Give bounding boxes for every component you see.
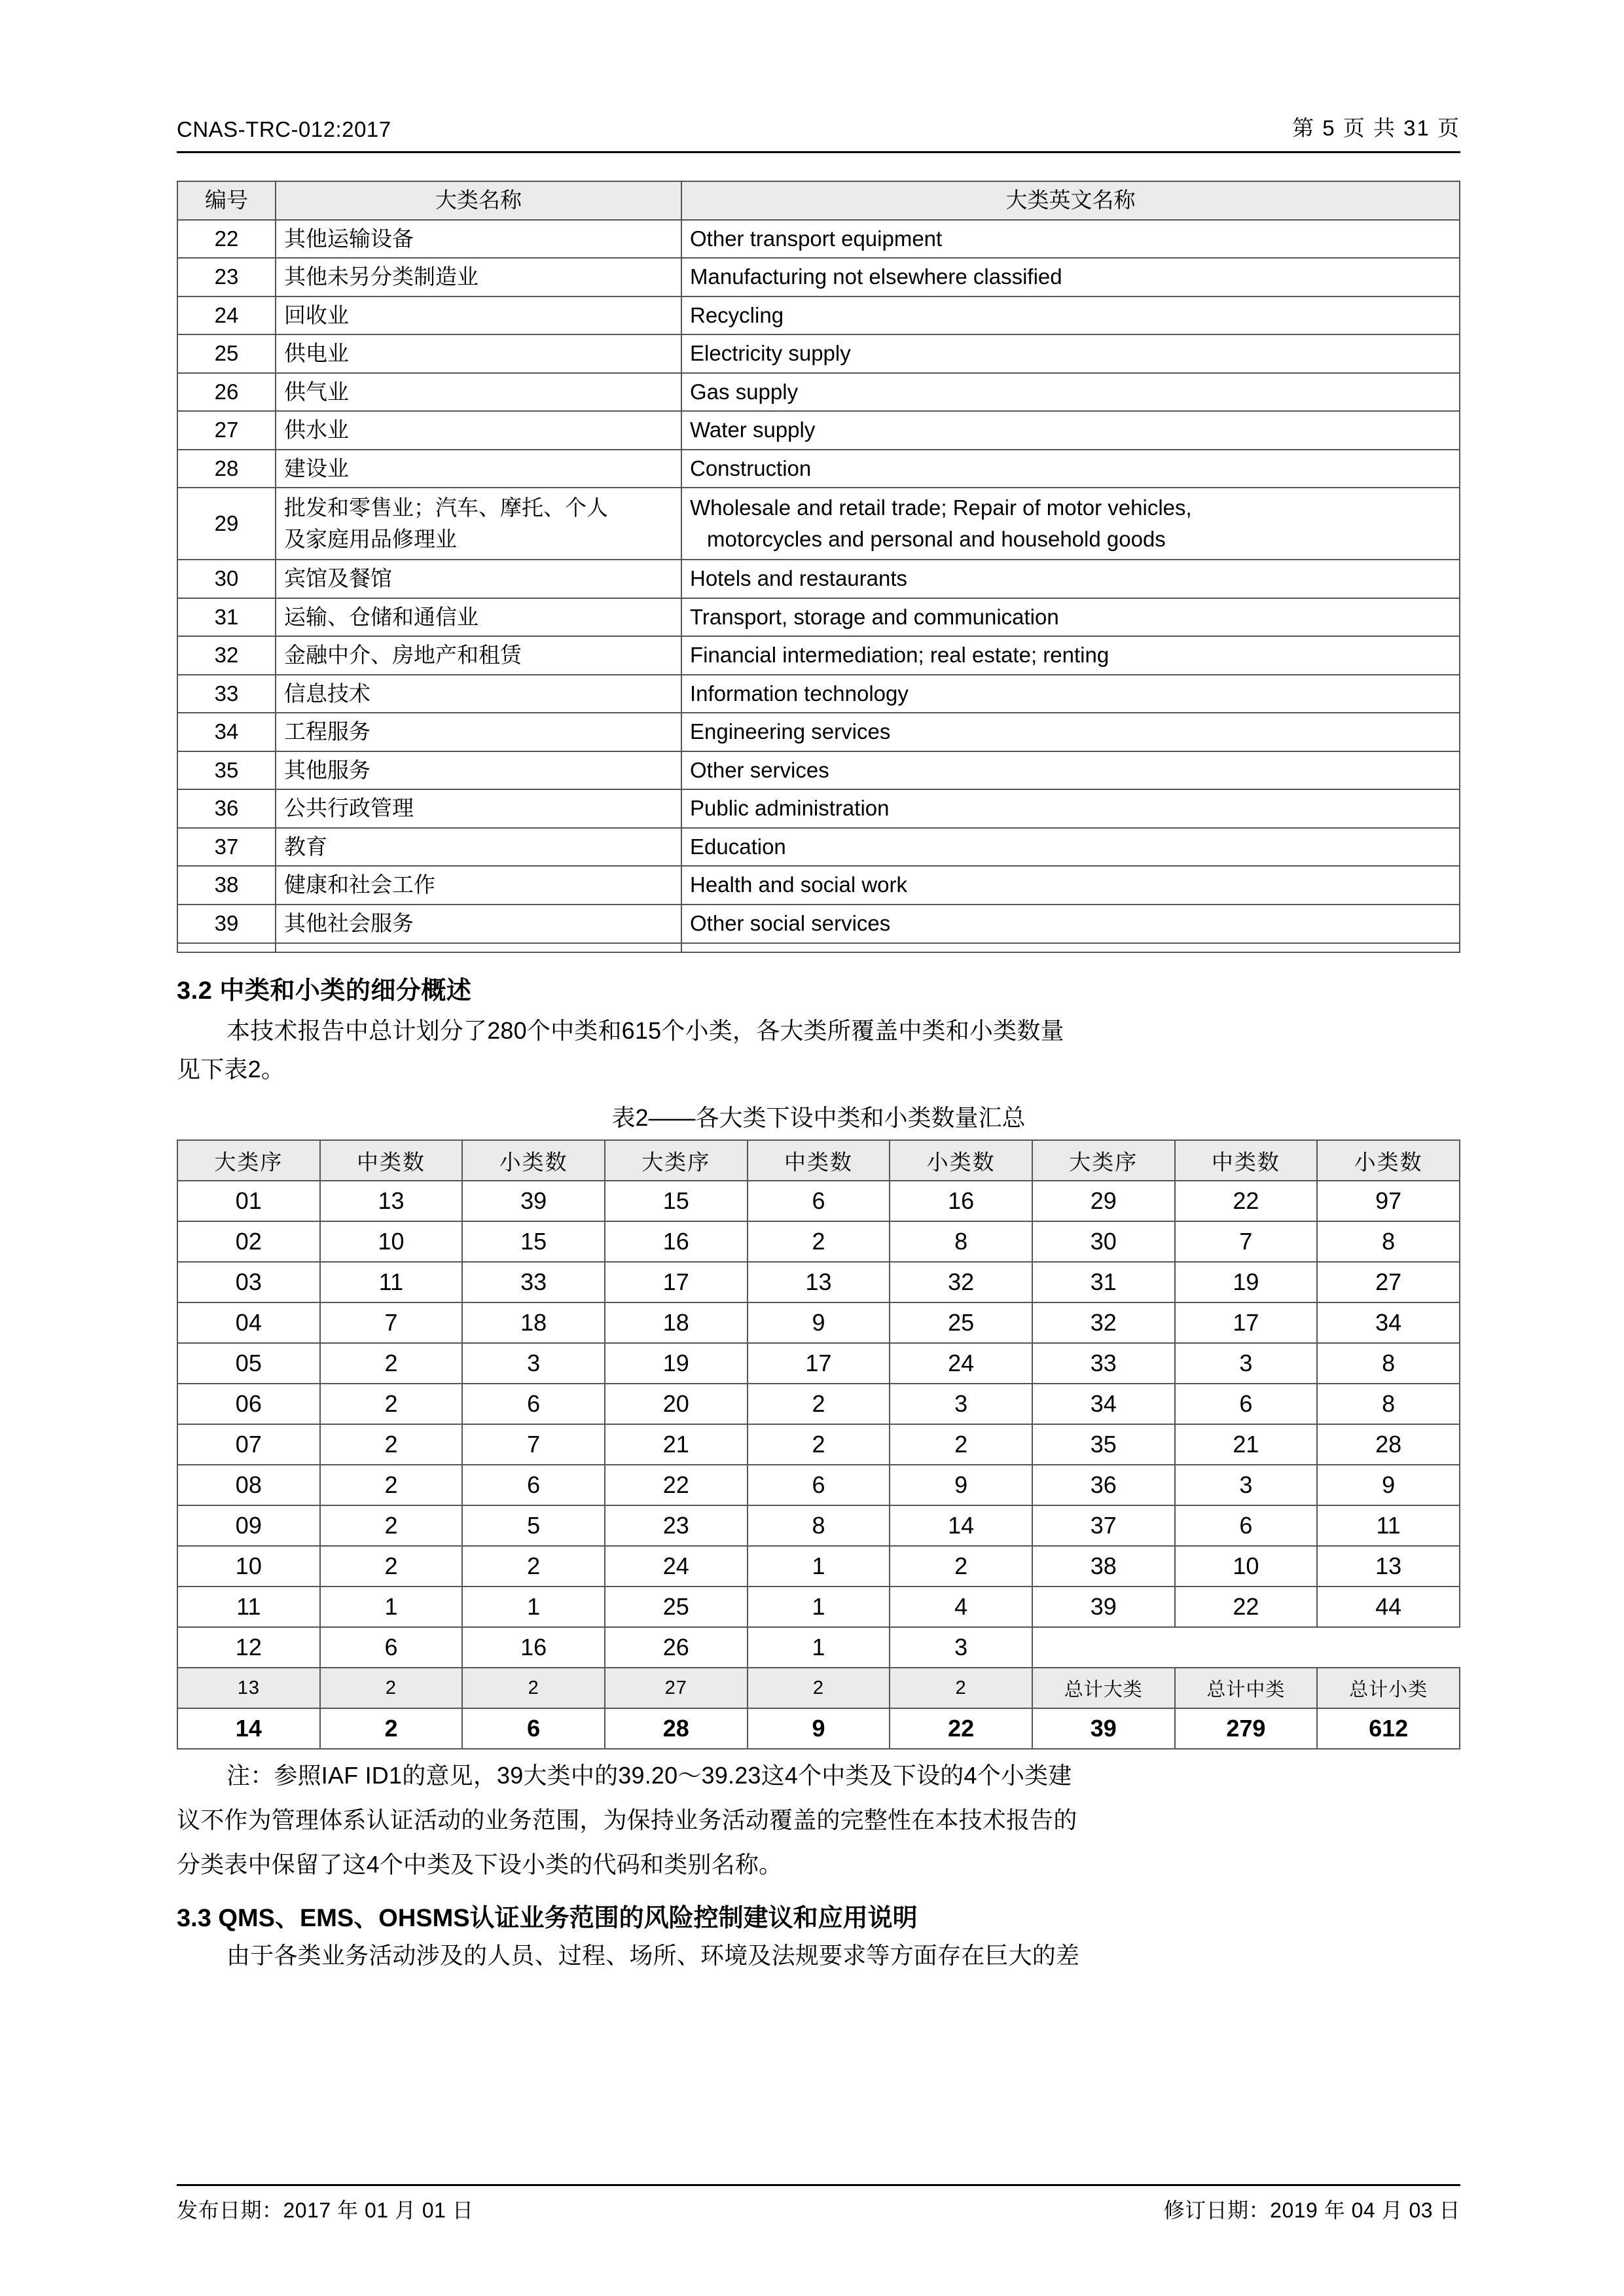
count-table-row (177, 1384, 1460, 1424)
cell-cn: 运输、仓储和通信业 (276, 598, 681, 637)
count-cell: 2 (320, 1668, 463, 1708)
table-row (177, 334, 1460, 373)
count-cell: 06 (177, 1384, 320, 1424)
count-cell: 05 (177, 1343, 320, 1384)
count-cell: 03 (177, 1262, 320, 1302)
cell-cn: 建设业 (276, 450, 681, 488)
count-table-row (177, 1465, 1460, 1505)
count-cell: 36 (1032, 1465, 1175, 1505)
cell-en: Financial intermediation; real estate; renting (681, 636, 1460, 675)
cell-en: Construction (681, 450, 1460, 488)
count-cell: 07 (177, 1424, 320, 1465)
count-cell: 23 (605, 1505, 748, 1546)
count-cell: 2 (320, 1546, 463, 1587)
count-cell: 6 (1175, 1384, 1318, 1424)
count-cell: 1 (748, 1627, 890, 1668)
count-table-caption: 表2——各大类下设中类和小类数量汇总 (611, 1104, 1026, 1132)
cell-en: Engineering services (681, 713, 1460, 751)
count-cell: 3 (890, 1627, 1032, 1668)
cell-cn: 供水业 (276, 411, 681, 450)
count-cell: 3 (890, 1384, 1032, 1424)
cell-cn: 回收业 (276, 296, 681, 335)
table-row (177, 943, 1460, 952)
column-header-cn: 大类名称 (276, 181, 681, 220)
cell-en-line2: motorcycles and personal and household goods (707, 527, 1166, 552)
section-3-3-paragraph: 由于各类业务活动涉及的人员、过程、场所、环境及法规要求等方面存在巨大的差 (226, 1941, 1080, 1969)
count-cell: 20 (605, 1384, 748, 1424)
cell-en: Other transport equipment (681, 220, 1460, 259)
cell-no: 31 (177, 598, 276, 637)
count-cell: 2 (748, 1424, 890, 1465)
count-table-row (177, 1181, 1460, 1221)
cell-cn: 工程服务 (276, 713, 681, 751)
table-row (177, 905, 1460, 943)
count-cell: 16 (890, 1181, 1032, 1221)
count-table-row (177, 1221, 1460, 1262)
count-cell: 7 (320, 1302, 463, 1343)
count-cell: 16 (462, 1627, 605, 1668)
cell-en: Other services (681, 751, 1460, 790)
count-cell: 32 (1032, 1302, 1175, 1343)
count-cell: 24 (890, 1343, 1032, 1384)
table-row (177, 411, 1460, 450)
count-cell: 15 (462, 1221, 605, 1262)
table-row (177, 488, 1460, 560)
count-cell: 09 (177, 1505, 320, 1546)
cell-no: 32 (177, 636, 276, 675)
cell-no: 39 (177, 905, 276, 943)
cell-en (681, 488, 1460, 560)
count-cell: 35 (1032, 1424, 1175, 1465)
cell-en: Electricity supply (681, 334, 1460, 373)
cell-cn-line1: 批发和零售业；汽车、摩托、个人 (284, 495, 608, 520)
cell-cn (276, 488, 681, 560)
count-cell: 14 (177, 1708, 320, 1749)
count-cell: 13 (748, 1262, 890, 1302)
cell-no: 36 (177, 789, 276, 828)
count-cell: 22 (1175, 1587, 1318, 1627)
count-table-row (177, 1587, 1460, 1627)
count-cell: 6 (462, 1708, 605, 1749)
cell-en: Education (681, 828, 1460, 867)
count-cell: 1 (462, 1587, 605, 1627)
count-cell: 39 (462, 1181, 605, 1221)
count-table-row (177, 1505, 1460, 1546)
section-3-2-paragraph-line2: 见下表2。 (177, 1056, 285, 1083)
table-row (177, 220, 1460, 259)
count-cell: 22 (605, 1465, 748, 1505)
table-row (177, 828, 1460, 867)
cell-no: 27 (177, 411, 276, 450)
count-cell: 2 (890, 1424, 1032, 1465)
count-cell: 7 (1175, 1221, 1318, 1262)
cell-cn: 其他服务 (276, 751, 681, 790)
column-header-major-3: 大类序 (1032, 1140, 1175, 1181)
cell-cn: 信息技术 (276, 675, 681, 713)
count-cell: 11 (1317, 1505, 1460, 1546)
count-cell: 2 (890, 1668, 1032, 1708)
cell-en (681, 943, 1460, 952)
count-cell: 3 (462, 1343, 605, 1384)
table-row (177, 713, 1460, 751)
total-minor-value: 612 (1317, 1708, 1460, 1749)
count-cell: 17 (605, 1262, 748, 1302)
column-header-major-1: 大类序 (177, 1140, 320, 1181)
cell-en: Health and social work (681, 866, 1460, 905)
count-cell: 9 (748, 1302, 890, 1343)
table-row (177, 866, 1460, 905)
cell-en: Public administration (681, 789, 1460, 828)
count-cell: 17 (748, 1343, 890, 1384)
count-cell: 5 (462, 1505, 605, 1546)
count-table-row (177, 1424, 1460, 1465)
cell-en: Other social services (681, 905, 1460, 943)
cell-en-line1: Wholesale and retail trade; Repair of motor vehicles, (690, 495, 1192, 520)
footer-issue-date: 发布日期：2017 年 01 月 01 日 (177, 2198, 474, 2222)
column-header-medium-1: 中类数 (320, 1140, 463, 1181)
cell-no: 26 (177, 373, 276, 412)
note-line1: 注：参照IAF ID1的意见，39大类中的39.20～39.23这4个中类及下设的4个小类建 (226, 1762, 1072, 1789)
count-cell: 33 (462, 1262, 605, 1302)
cell-no: 30 (177, 560, 276, 598)
count-cell: 14 (890, 1505, 1032, 1546)
cell-cn: 宾馆及餐馆 (276, 560, 681, 598)
count-cell: 34 (1032, 1384, 1175, 1424)
cell-no: 33 (177, 675, 276, 713)
count-cell: 3 (1175, 1465, 1318, 1505)
count-cell: 38 (1032, 1546, 1175, 1587)
table-row (177, 258, 1460, 296)
cell-cn: 金融中介、房地产和租赁 (276, 636, 681, 675)
cell-cn: 供气业 (276, 373, 681, 412)
note-line2: 议不作为管理体系认证活动的业务范围，为保持业务活动覆盖的完整性在本技术报告的 (177, 1806, 1077, 1833)
page-header (177, 111, 1460, 153)
count-cell: 18 (605, 1302, 748, 1343)
table-header-row (177, 181, 1460, 220)
cell-no: 22 (177, 220, 276, 259)
cell-no: 25 (177, 334, 276, 373)
count-table (177, 1139, 1460, 1749)
count-cell: 13 (177, 1668, 320, 1708)
count-cell: 10 (320, 1221, 463, 1262)
count-table-row (177, 1262, 1460, 1302)
count-cell: 9 (890, 1465, 1032, 1505)
count-cell: 6 (320, 1627, 463, 1668)
table-row (177, 789, 1460, 828)
count-cell: 1 (748, 1546, 890, 1587)
count-cell: 21 (1175, 1424, 1318, 1465)
count-table-row (177, 1627, 1460, 1668)
column-header-major-2: 大类序 (605, 1140, 748, 1181)
count-cell: 27 (605, 1668, 748, 1708)
count-cell: 28 (605, 1708, 748, 1749)
count-cell: 8 (748, 1505, 890, 1546)
table-row (177, 598, 1460, 637)
count-table-total-header-row (177, 1668, 1460, 1708)
count-cell: 13 (1317, 1546, 1460, 1587)
cell-en: Water supply (681, 411, 1460, 450)
count-cell: 01 (177, 1181, 320, 1221)
count-cell: 2 (748, 1668, 890, 1708)
column-header-medium-2: 中类数 (748, 1140, 890, 1181)
count-cell: 22 (1175, 1181, 1318, 1221)
count-table-row (177, 1546, 1460, 1587)
page-footer (177, 2184, 1460, 2224)
count-cell: 2 (462, 1668, 605, 1708)
count-cell: 24 (605, 1546, 748, 1587)
column-header-minor-2: 小类数 (890, 1140, 1032, 1181)
count-cell: 2 (320, 1384, 463, 1424)
count-cell: 15 (605, 1181, 748, 1221)
cell-no (177, 943, 276, 952)
count-cell: 4 (890, 1587, 1032, 1627)
table-row (177, 751, 1460, 790)
count-cell: 2 (320, 1708, 463, 1749)
count-cell: 10 (177, 1546, 320, 1587)
count-cell: 97 (1317, 1181, 1460, 1221)
cell-en: Gas supply (681, 373, 1460, 412)
table-row (177, 675, 1460, 713)
count-cell: 25 (890, 1302, 1032, 1343)
count-table-total-value-row (177, 1708, 1460, 1749)
count-cell: 2 (320, 1424, 463, 1465)
table-row (177, 560, 1460, 598)
count-cell: 2 (320, 1465, 463, 1505)
count-cell: 04 (177, 1302, 320, 1343)
count-cell: 21 (605, 1424, 748, 1465)
footer-revision-date: 修订日期：2019 年 04 月 03 日 (1163, 2198, 1460, 2222)
count-cell: 32 (890, 1262, 1032, 1302)
table-row (177, 636, 1460, 675)
count-cell: 2 (748, 1384, 890, 1424)
count-cell: 18 (462, 1302, 605, 1343)
count-cell: 30 (1032, 1221, 1175, 1262)
count-cell: 19 (605, 1343, 748, 1384)
count-cell: 11 (177, 1587, 320, 1627)
cell-en: Transport, storage and communication (681, 598, 1460, 637)
cell-no: 34 (177, 713, 276, 751)
count-cell: 6 (1175, 1505, 1318, 1546)
count-cell: 17 (1175, 1302, 1318, 1343)
cell-cn: 教育 (276, 828, 681, 867)
column-header-minor-1: 小类数 (462, 1140, 605, 1181)
count-cell: 8 (1317, 1384, 1460, 1424)
cell-no: 35 (177, 751, 276, 790)
cell-no: 24 (177, 296, 276, 335)
count-cell: 34 (1317, 1302, 1460, 1343)
count-cell: 6 (462, 1384, 605, 1424)
count-cell-empty (1032, 1627, 1175, 1668)
count-cell: 3 (1175, 1343, 1318, 1384)
count-cell: 19 (1175, 1262, 1318, 1302)
cell-cn (276, 943, 681, 952)
count-cell: 22 (890, 1708, 1032, 1749)
cell-cn: 公共行政管理 (276, 789, 681, 828)
section-heading-3-2: 3.2 中类和小类的细分概述 (177, 977, 472, 1005)
cell-cn: 供电业 (276, 334, 681, 373)
header-doc-id: CNAS-TRC-012:2017 (177, 117, 391, 141)
section-3-2-paragraph-line1: 本技术报告中总计划分了280个中类和615个小类，各大类所覆盖中类和小类数量 (226, 1016, 1064, 1044)
count-cell: 8 (890, 1221, 1032, 1262)
count-cell: 10 (1175, 1546, 1318, 1587)
count-table-row (177, 1343, 1460, 1384)
total-major-label: 总计大类 (1032, 1668, 1175, 1708)
count-cell: 29 (1032, 1181, 1175, 1221)
cell-cn-line2: 及家庭用品修理业 (284, 527, 457, 552)
count-cell: 02 (177, 1221, 320, 1262)
count-cell: 33 (1032, 1343, 1175, 1384)
column-header-no: 编号 (177, 181, 276, 220)
count-cell-empty (1317, 1627, 1460, 1668)
count-cell: 2 (462, 1546, 605, 1587)
count-cell: 13 (320, 1181, 463, 1221)
count-cell: 27 (1317, 1262, 1460, 1302)
total-minor-label: 总计小类 (1317, 1668, 1460, 1708)
count-cell: 7 (462, 1424, 605, 1465)
note-line3: 分类表中保留了这4个中类及下设小类的代码和类别名称。 (177, 1850, 783, 1878)
cell-cn: 其他未另分类制造业 (276, 258, 681, 296)
count-table-row (177, 1302, 1460, 1343)
count-cell-empty (1175, 1627, 1318, 1668)
count-cell: 28 (1317, 1424, 1460, 1465)
column-header-en: 大类英文名称 (681, 181, 1460, 220)
table-row (177, 373, 1460, 412)
count-cell: 2 (320, 1343, 463, 1384)
count-cell: 16 (605, 1221, 748, 1262)
cell-cn: 健康和社会工作 (276, 866, 681, 905)
count-cell: 1 (748, 1587, 890, 1627)
count-cell: 9 (1317, 1465, 1460, 1505)
count-cell: 2 (320, 1505, 463, 1546)
count-cell: 8 (1317, 1343, 1460, 1384)
count-cell: 08 (177, 1465, 320, 1505)
count-cell: 39 (1032, 1587, 1175, 1627)
count-cell: 6 (462, 1465, 605, 1505)
table-row (177, 296, 1460, 335)
cell-en: Manufacturing not elsewhere classified (681, 258, 1460, 296)
cell-en: Hotels and restaurants (681, 560, 1460, 598)
count-cell: 26 (605, 1627, 748, 1668)
section-heading-3-3: 3.3 QMS、EMS、OHSMS认证业务范围的风险控制建议和应用说明 (177, 1904, 918, 1932)
count-cell: 25 (605, 1587, 748, 1627)
count-cell: 11 (320, 1262, 463, 1302)
cell-en: Information technology (681, 675, 1460, 713)
count-cell: 31 (1032, 1262, 1175, 1302)
count-cell: 2 (890, 1546, 1032, 1587)
cell-no: 29 (177, 488, 276, 560)
count-cell: 37 (1032, 1505, 1175, 1546)
column-header-medium-3: 中类数 (1175, 1140, 1318, 1181)
total-medium-value: 279 (1175, 1708, 1318, 1749)
count-cell: 12 (177, 1627, 320, 1668)
column-header-minor-3: 小类数 (1317, 1140, 1460, 1181)
table-row (177, 450, 1460, 488)
cell-no: 28 (177, 450, 276, 488)
total-major-value: 39 (1032, 1708, 1175, 1749)
cell-no: 37 (177, 828, 276, 867)
count-cell: 8 (1317, 1221, 1460, 1262)
count-cell: 44 (1317, 1587, 1460, 1627)
count-cell: 2 (748, 1221, 890, 1262)
cell-cn: 其他社会服务 (276, 905, 681, 943)
count-table-header-row (177, 1140, 1460, 1181)
cell-en: Recycling (681, 296, 1460, 335)
count-cell: 1 (320, 1587, 463, 1627)
cell-no: 23 (177, 258, 276, 296)
category-table (177, 181, 1460, 953)
cell-no: 38 (177, 866, 276, 905)
count-cell: 9 (748, 1708, 890, 1749)
header-page-info: 第 5 页 共 31 页 (1292, 116, 1460, 140)
count-cell: 6 (748, 1465, 890, 1505)
cell-cn: 其他运输设备 (276, 220, 681, 259)
count-cell: 6 (748, 1181, 890, 1221)
total-medium-label: 总计中类 (1175, 1668, 1318, 1708)
